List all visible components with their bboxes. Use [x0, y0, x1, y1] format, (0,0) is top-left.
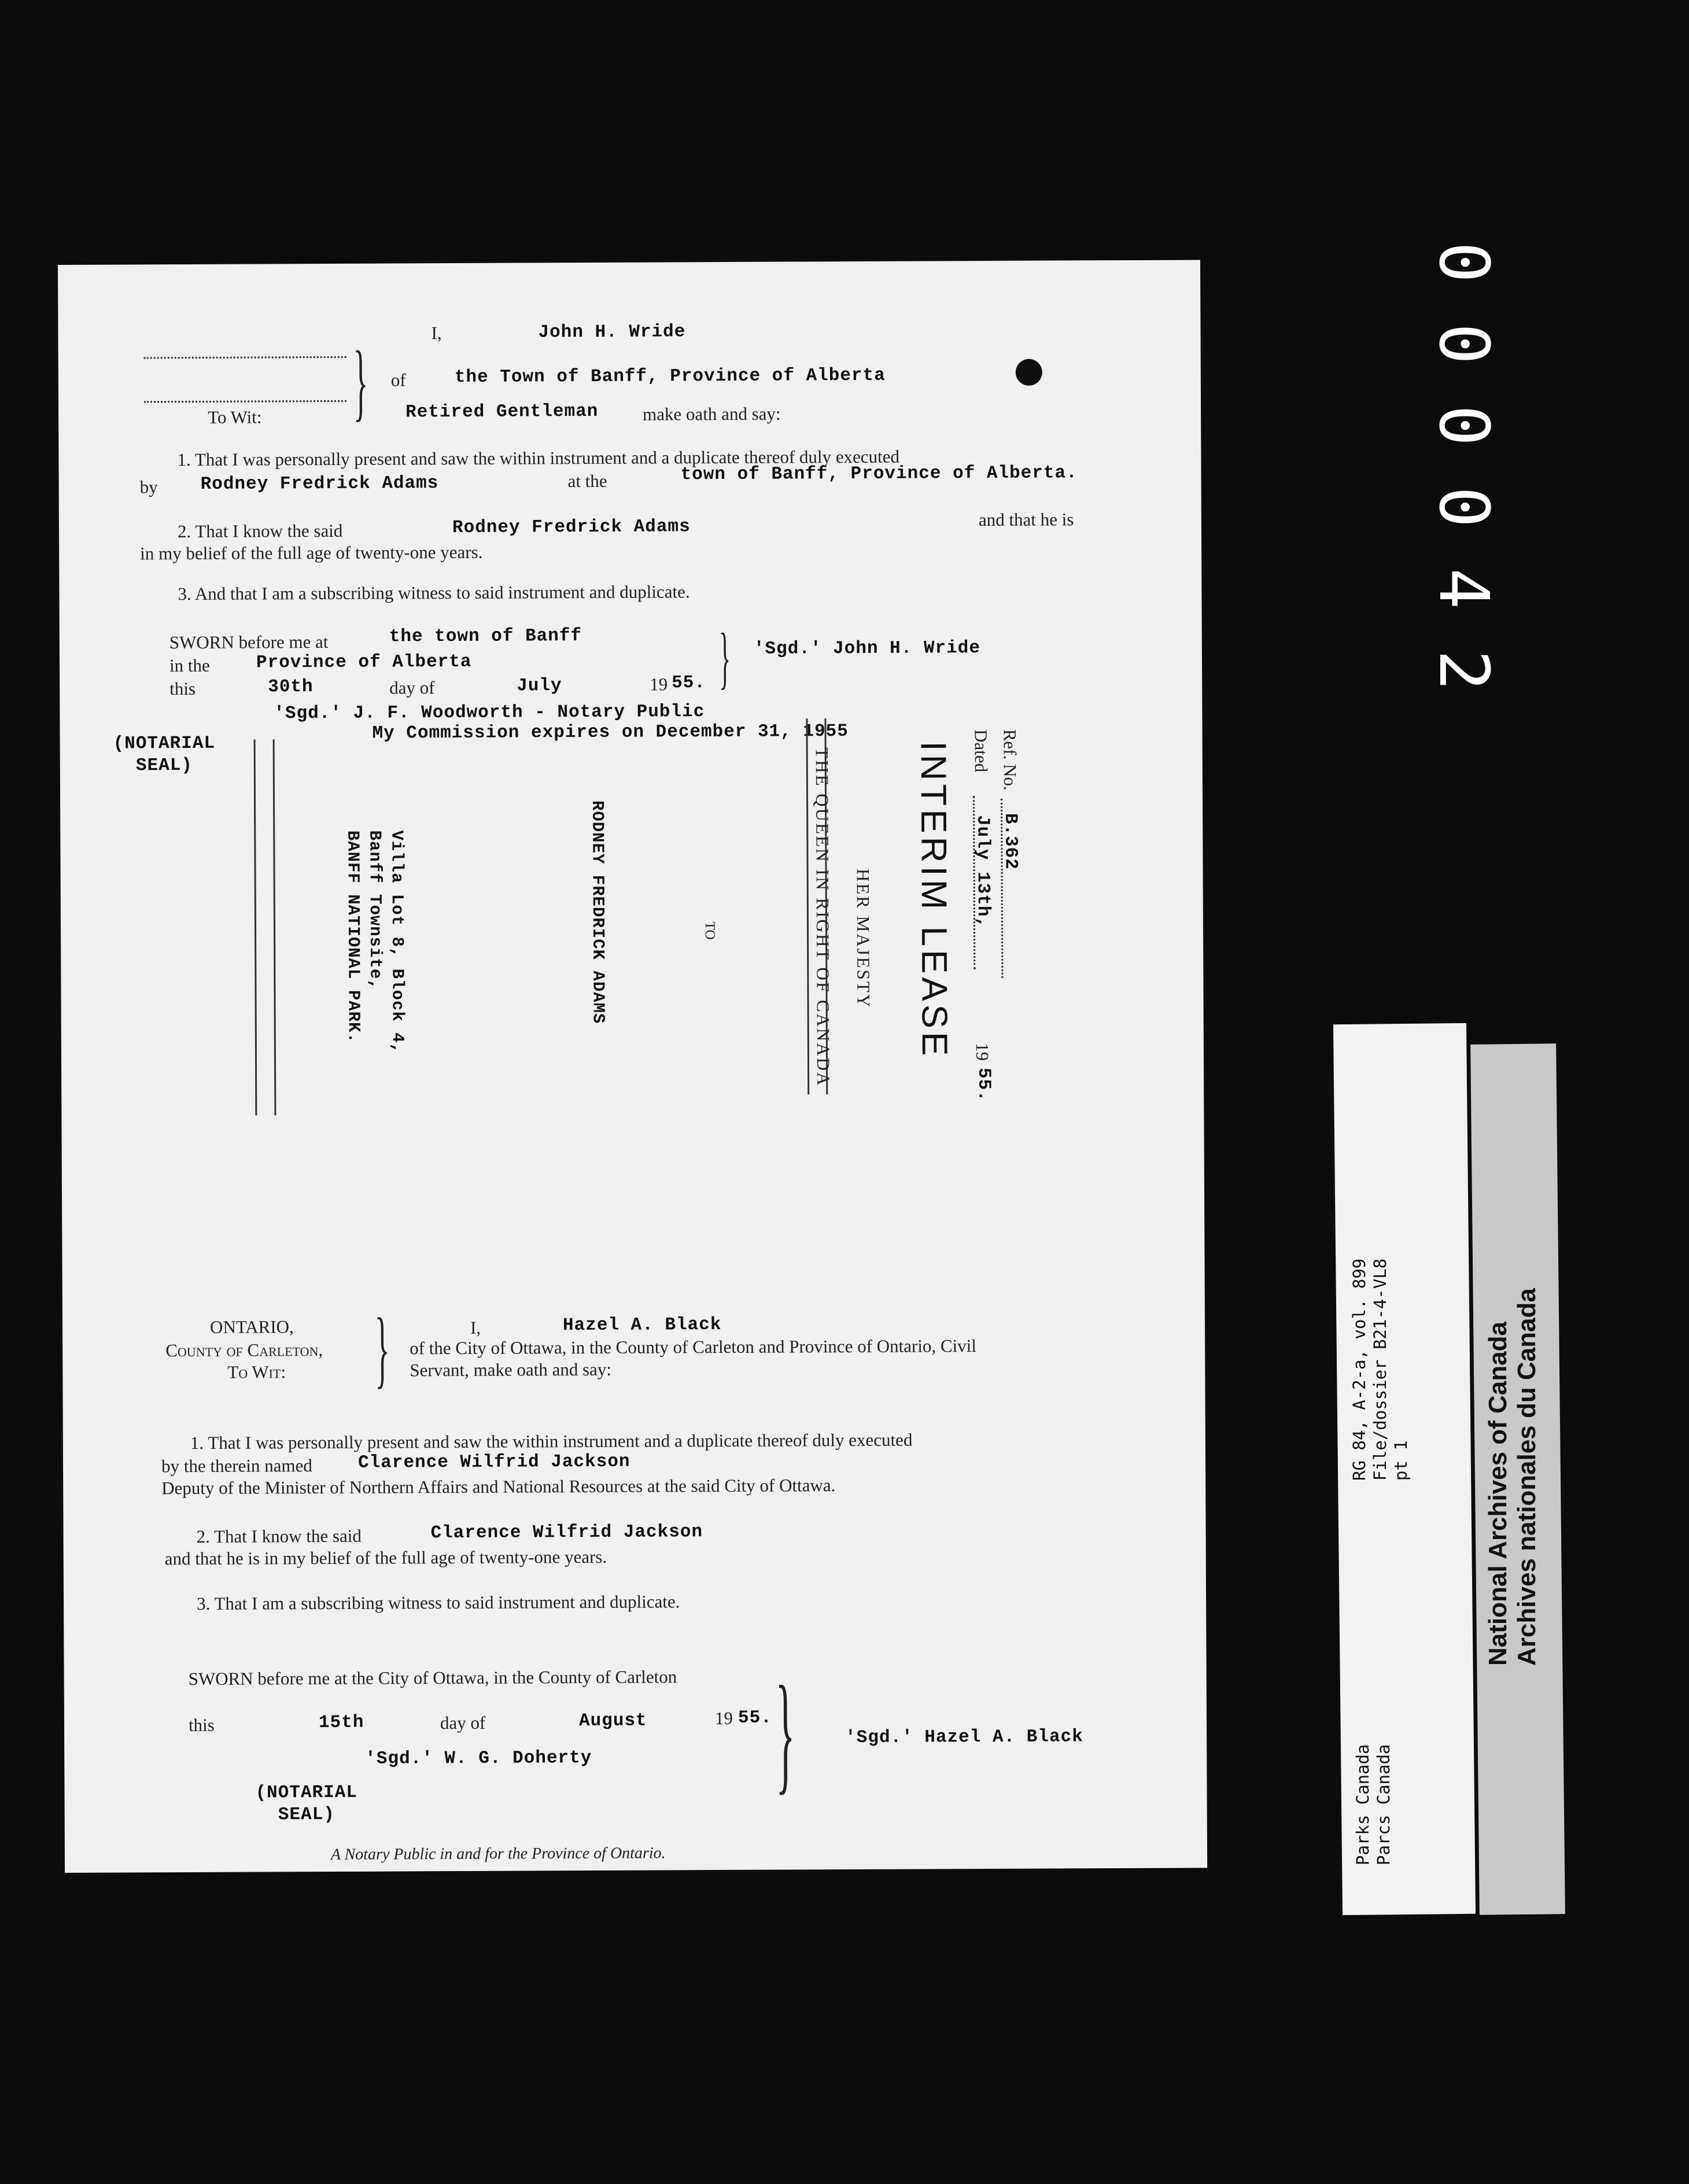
this-label: this	[169, 678, 196, 699]
paragraph-2: 2. That I know the said	[177, 520, 343, 542]
known-party-bottom: Clarence Wilfrid Jackson	[430, 1522, 703, 1544]
brace: }	[718, 618, 731, 696]
sworn-month-bottom: August	[578, 1710, 647, 1732]
paragraph-1-by-bottom: by the therein named	[161, 1455, 312, 1477]
in-the-label: in the	[169, 655, 210, 676]
document-page	[58, 260, 1207, 1873]
archive-reference-line3: pt 1	[1391, 1440, 1411, 1481]
make-oath-label: make oath and say:	[643, 403, 781, 425]
lot-description-line3: BANFF NATIONAL PARK.	[343, 830, 363, 1043]
archive-reference-line1: RG 84, A-2-a, vol. 899	[1349, 1258, 1369, 1481]
paragraph-1-bottom: 1. That I was personally present and saw the within instrument and a duplicate thereof duly executed	[190, 1429, 913, 1453]
sworn-line-bottom: SWORN before me at the City of Ottawa, in the County of Carleton	[188, 1666, 677, 1689]
to-label: TO	[702, 921, 718, 940]
notarial-seal-bottom: (NOTARIAL SEAL)	[255, 1782, 358, 1825]
deponent-name: John H. Wride	[538, 322, 686, 343]
deponent-occupation: Retired Gentleman	[405, 401, 599, 423]
dated-value: July 13th,	[972, 814, 994, 929]
paragraph-1-at-the: at the	[567, 470, 607, 492]
parks-canada-label	[1352, 1744, 1394, 1865]
day-of-label: day of	[389, 677, 435, 698]
paragraph-2-line2-bottom: and that he is in my belief of the full age of twenty-one years.	[164, 1546, 607, 1569]
i-label-bottom: I,	[470, 1317, 481, 1338]
sworn-year-bottom: 55.	[737, 1707, 772, 1728]
dated-year-prefix: 19	[972, 1042, 993, 1061]
dated-label: Dated	[971, 729, 991, 773]
sworn-label: SWORN before me at	[169, 631, 329, 653]
her-majesty-label: HER MAJESTY	[853, 868, 874, 1009]
ref-no-value: B.362	[1000, 813, 1021, 870]
paragraph-3: 3. And that I am a subscribing witness to said instrument and duplicate.	[178, 581, 690, 604]
fold-line	[254, 740, 257, 1116]
province-label: ONTARIO,	[209, 1316, 294, 1337]
year-prefix-bottom: 19	[714, 1707, 733, 1729]
frame-number: 000042	[1424, 242, 1504, 732]
to-wit-label: To Wit:	[208, 407, 262, 427]
brace: }	[775, 1658, 795, 1806]
intro-line-1: of the City of Ottawa, in the County of Carleton and Province of Ontario, Civil	[410, 1336, 977, 1359]
ref-no-label: Ref. No.	[1000, 729, 1020, 791]
lot-description-line2: Banff Townsite,	[365, 830, 385, 990]
lot-description	[341, 830, 408, 1054]
this-label-bottom: this	[188, 1714, 215, 1736]
executing-party: Rodney Fredrick Adams	[200, 473, 439, 495]
brace: }	[353, 333, 368, 430]
notary-signature-bottom: 'Sgd.' W. G. Doherty	[365, 1747, 592, 1769]
executing-party-bottom: Clarence Wilfrid Jackson	[357, 1451, 630, 1473]
lot-description-line1: Villa Lot 8, Block 4,	[387, 830, 407, 1054]
sworn-day-bottom: 15th	[318, 1712, 364, 1733]
known-party: Rodney Fredrick Adams	[452, 517, 691, 538]
deponent-name-bottom: Hazel A. Black	[562, 1315, 722, 1336]
archive-reference-line2: File/dossier B21-4-VL8	[1370, 1258, 1390, 1481]
brace: }	[374, 1300, 390, 1397]
paragraph-1-by: by	[139, 477, 158, 497]
sworn-place: the town of Banff	[389, 626, 582, 647]
dated-year: 55.	[973, 1067, 994, 1102]
fold-line	[273, 739, 276, 1115]
paragraph-1: 1. That I was personally present and saw the within instrument and a duplicate thereof duly executed	[177, 446, 900, 470]
year-prefix: 19	[650, 674, 668, 695]
lessee-name: RODNEY FREDRICK ADAMS	[588, 800, 608, 1024]
document-title: INTERIM LEASE	[913, 741, 955, 1060]
deponent-signature-bottom: 'Sgd.' Hazel A. Black	[845, 1726, 1083, 1748]
fold-line	[806, 718, 809, 1094]
paragraph-1-line3-bottom: Deputy of the Minister of Northern Affairs and National Resources at the said City of Ottawa.	[161, 1475, 836, 1499]
paragraph-2-bottom: 2. That I know the said	[196, 1525, 362, 1547]
day-of-label-bottom: day of	[440, 1712, 486, 1733]
deponent-place: the Town of Banff, Province of Alberta	[454, 365, 886, 388]
blank-line	[144, 400, 346, 403]
execution-place: town of Banff, Province of Alberta.	[680, 463, 1078, 485]
of-label: of	[390, 370, 406, 390]
queen-in-right-label: THE QUEEN IN RIGHT OF CANADA	[812, 747, 834, 1087]
sworn-month: July	[517, 676, 562, 696]
national-archives-label	[1484, 1288, 1542, 1666]
national-archives-fr: Archives nationales du Canada	[1513, 1288, 1541, 1666]
paragraph-2-line2: in my belief of the full age of twenty-one years.	[140, 541, 483, 564]
archive-reference	[1349, 1259, 1411, 1481]
parks-canada-fr: Parcs Canada	[1374, 1744, 1393, 1865]
county-label: County of Carleton,	[165, 1340, 323, 1361]
paragraph-3-bottom: 3. That I am a subscribing witness to said instrument and duplicate.	[197, 1591, 680, 1614]
blank-line	[144, 356, 346, 359]
intro-line-2: Servant, make oath and say:	[410, 1359, 612, 1381]
i-label: I,	[431, 323, 442, 344]
notary-signature: 'Sgd.' J. F. Woodworth - Notary Public	[274, 702, 705, 724]
sworn-day: 30th	[268, 677, 314, 698]
national-archives-en: National Archives of Canada	[1484, 1322, 1512, 1666]
parks-canada-en: Parks Canada	[1353, 1744, 1373, 1865]
notarial-seal: (NOTARIAL SEAL)	[113, 733, 216, 776]
to-wit-label-bottom: To Wit:	[227, 1362, 286, 1382]
sworn-province: Province of Alberta	[256, 651, 472, 673]
notary-commission: My Commission expires on December 31, 1955	[372, 721, 849, 744]
notary-caption: A Notary Public in and for the Province of Ontario.	[330, 1844, 666, 1864]
ink-blot	[1016, 359, 1042, 386]
sworn-year: 55.	[672, 673, 706, 693]
paragraph-2-tail: and that he is	[978, 509, 1074, 530]
deponent-signature: 'Sgd.' John H. Wride	[753, 638, 981, 659]
